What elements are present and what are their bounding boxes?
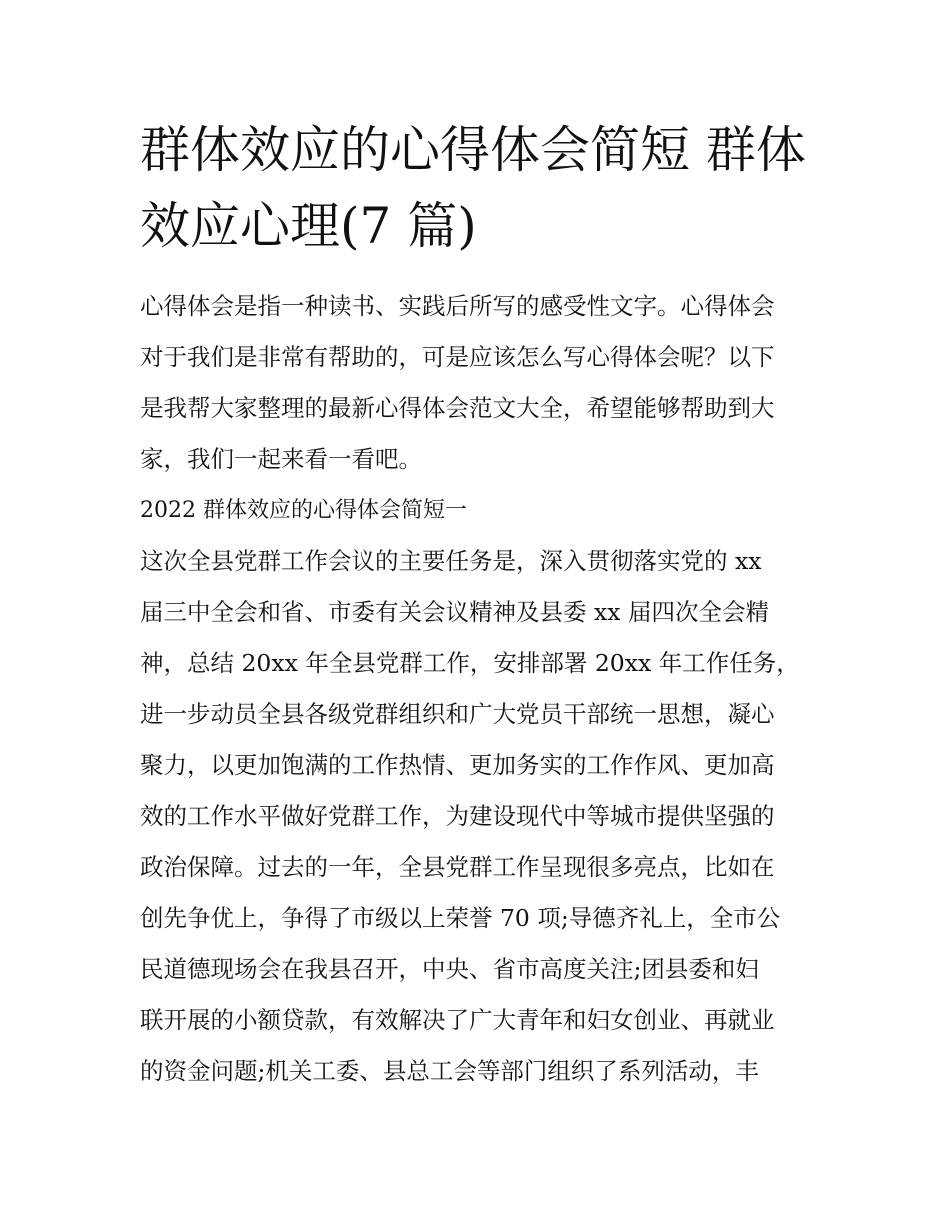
section-heading: 2022 群体效应的心得体会简短一 — [140, 498, 467, 523]
intro-line: 家，我们一起来看一看吧。 — [140, 445, 422, 473]
body-line: 届三中全会和省、市委有关会议精神及县委 xx 届四次全会精 — [140, 598, 769, 626]
body-line: 神，总结 20xx 年全县党群工作，安排部署 20xx 年工作任务， — [140, 649, 800, 677]
intro-line: 心得体会是指一种读书、实践后所写的感受性文字。心得体会 — [140, 292, 775, 320]
body-line: 政治保障。过去的一年，全县党群工作呈现很多亮点，比如在 — [140, 853, 775, 881]
document-body — [140, 281, 812, 1097]
title-line: 效应心理(7 篇) — [140, 197, 477, 255]
body-line: 创先争优上，争得了市级以上荣誉 70 项;导德齐礼上，全市公 — [140, 904, 781, 932]
body-line: 联开展的小额贷款，有效解决了广大青年和妇女创业、再就业 — [140, 1006, 775, 1034]
body-line: 效的工作水平做好党群工作，为建设现代中等城市提供坚强的 — [140, 802, 775, 830]
body-line: 聚力，以更加饱满的工作热情、更加务实的工作作风、更加高 — [140, 751, 775, 779]
intro-line: 是我帮大家整理的最新心得体会范文大全，希望能够帮助到大 — [140, 394, 775, 422]
intro-line: 对于我们是非常有帮助的，可是应该怎么写心得体会呢？以下 — [140, 343, 775, 371]
title-line: 群体效应的心得体会简短 群体 — [140, 121, 806, 179]
body-line: 民道德现场会在我县召开，中央、省市高度关注;团县委和妇 — [140, 955, 759, 983]
body-line: 的资金问题;机关工委、县总工会等部门组织了系列活动，丰 — [140, 1057, 759, 1085]
body-line: 这次全县党群工作会议的主要任务是，深入贯彻落实党的 xx — [140, 547, 762, 575]
document-page — [140, 112, 812, 1097]
document-title — [140, 112, 812, 264]
body-line: 进一步动员全县各级党群组织和广大党员干部统一思想，凝心 — [140, 700, 775, 728]
